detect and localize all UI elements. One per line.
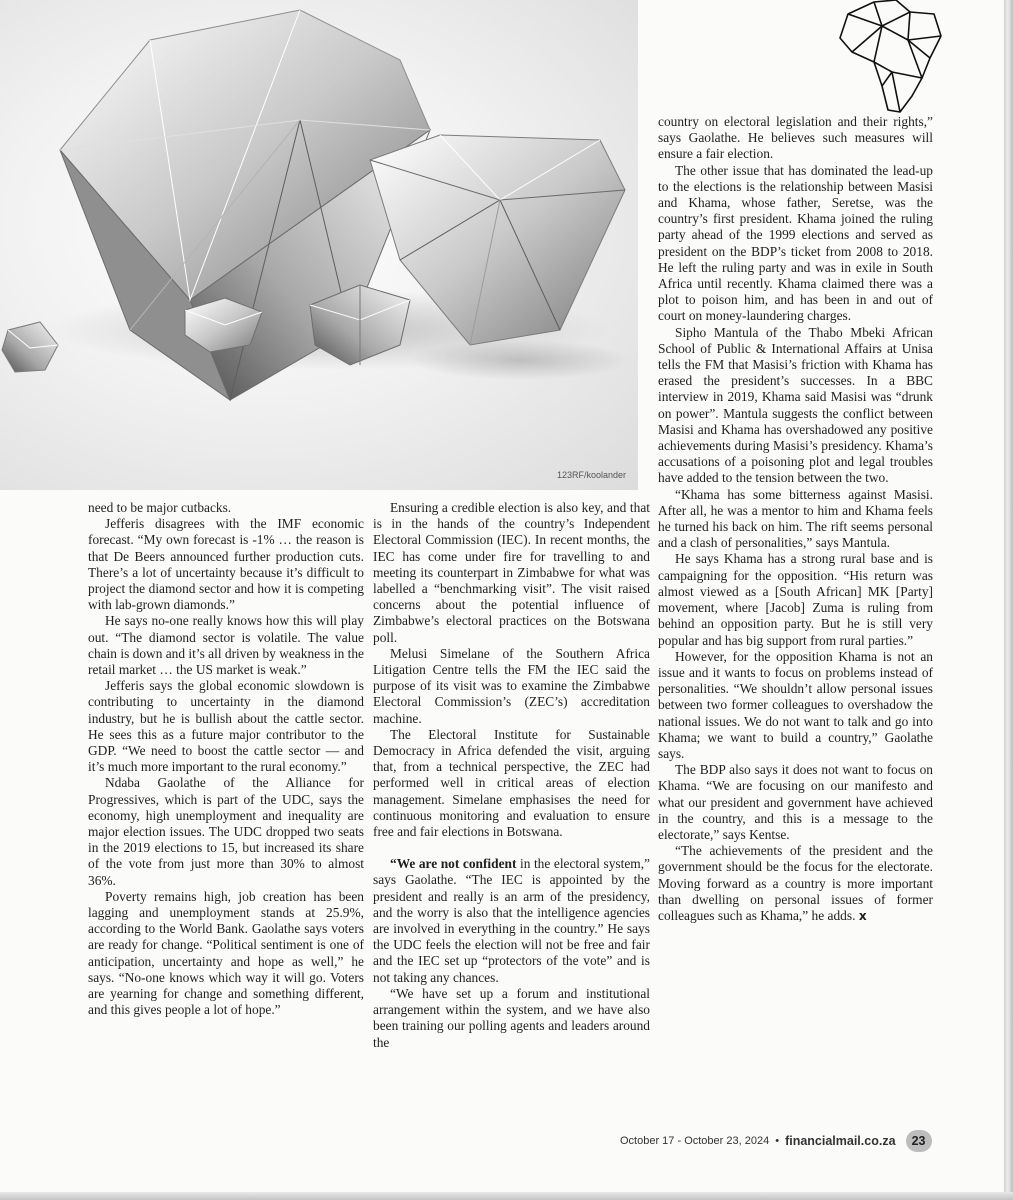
page-number-badge: 23 (906, 1130, 932, 1152)
paragraph: Jefferis says the global economic slowdown is contributing to uncertainty in the diamond industry, but he is bullish about the cattle sector. He sees this as a future major contributor to the GDP. “We need to boost the cattle sector — and it’s much more important to the rural economy.” (88, 678, 364, 775)
page-footer (620, 1130, 932, 1152)
footer-separator: • (775, 1135, 780, 1147)
article-column-1 (88, 500, 364, 1019)
article-column-2 (373, 500, 650, 1051)
paragraph (658, 843, 933, 924)
paragraph: The Electoral Institute for Sustainable Democracy in Africa defended the visit, arguing that, from a technical perspective, the ZEC had performed well in critical areas of election management. Simelane emphasises the need for continuous monitoring and evaluation to ensure free and fair elections in Botswana. (373, 726, 650, 840)
paragraph: However, for the opposition Khama is not an issue and it wants to focus on problems instead of personalities. “We shouldn’t allow personal issues between two former colleagues to overshadow the national issues. We do not want to talk and go into Khama; we want to build a country,” Gaolathe says. (658, 648, 933, 761)
paragraph: Poverty remains high, job creation has been lagging and unemployment stands at 25.9%, according to the World Bank. Gaolathe says voters are ready for change. “Political sentiment is one of anticipation, uncertainty and hope as well,” he says. “No-one knows which way it will go. Voters are yearning for change and something different, and this gives people a lot of hope.” (88, 888, 364, 1018)
paragraph: Ndaba Gaolathe of the Alliance for Progressives, which is part of the UDC, says the economy, high unemployment and inequality are major election issues. The UDC dropped two seats in the 2019 elections to 15, but increased its share of the vote from just more than 30% to almost 36%. (88, 775, 364, 888)
small-diamond-3 (2, 322, 58, 372)
paragraph: country on electoral legislation and their rights,” says Gaolathe. He believes such measures will ensure a fair election. (658, 114, 933, 162)
paragraph-with-lead-in (373, 856, 650, 986)
paragraph: He says Khama has a strong rural base and is campaigning for the opposition. “His return was almost viewed as a [South African] MK [Party] movement, where [Jacob] Zuma is ruling from behind an opposition party. But he is still very popular and has big support from rural parties.” (658, 551, 933, 648)
paragraph: “We have set up a forum and institutional arrangement within the system, and we have also been training our polling agents and leaders around the (373, 985, 650, 1050)
africa-map-icon (838, 0, 943, 118)
paragraph: need to be major cutbacks. (88, 500, 232, 515)
photo-credit: 123RF/koolander (556, 470, 626, 480)
article-column-3 (658, 114, 933, 924)
diamond-photo (0, 0, 638, 490)
paragraph-text: in the electoral system,” says Gaolathe. “The IEC is appointed by the president and really is an arm of the presidency, and the worry is also that the intelligence agencies are involved in everything in the country.” He says the UDC feels the election will not be free and fair and the IEC set up “protectors of the vote” and is not taking any chances. (373, 856, 650, 985)
paragraph: “Khama has some bitterness against Masisi. After all, he was a mentor to him and Khama feels he turned his back on him. The rift seems personal and a clash of personalities,” says Mantula. (658, 486, 933, 551)
paragraph: The BDP also says it does not want to focus on Khama. “We are focusing on our manifesto and what our president and government have achieved in the country, and this is a message to the electorate,” says Kentse. (658, 762, 933, 842)
paragraph: The other issue that has dominated the lead-up to the elections is the relationship between Masisi and Khama, whose father, Seretse, was the country’s first president. Khama joined the ruling party ahead of the 1999 elections and served as president on the BDP’s ticket from 2008 to 2018. He left the ruling party and was in exile in South Africa until recently. Khama claimed there was a plot to poison him, and has been in and out of court on money-laundering charges. (658, 162, 933, 324)
paragraph: Jefferis disagrees with the IMF economic forecast. “My own forecast is -1% … the reason is that De Beers announced further production cuts. There’s a lot of uncertainty because it’s difficult to project the diamond sector and how it is competing with lab-grown diamonds.” (88, 516, 364, 613)
issue-date: October 17 - October 23, 2024 (620, 1135, 770, 1147)
bold-lead-in: “We are not confident (390, 856, 517, 872)
paragraph: He says no-one really knows how this will play out. “The diamond sector is volatile. The value chain is down and it’s all driven by weakness in the retail market … the US market is weak.” (88, 613, 364, 678)
page-bottom-edge (0, 1192, 1013, 1200)
paragraph: Melusi Simelane of the Southern Africa Litigation Centre tells the FM the IEC said the purpose of its visit was to examine the Zimbabwe Electoral Commission’s (ZEC’s) accreditation machine. (373, 645, 650, 726)
website-link[interactable]: financialmail.co.za (785, 1134, 896, 1148)
paragraph-text: “The achievements of the president and the government should be the focus for the electorate. Moving forward as a country is more important than dwelling on personal issues of former colleagues such as Khama,” he adds. (658, 843, 933, 923)
page-edge (1004, 0, 1013, 1200)
paragraph: Ensuring a credible election is also key, and that is in the hands of the country’s Independent Electoral Commission (IEC). In recent months, the IEC has come under fire for travelling to and meeting its counterpart in Zimbabwe for what was labelled a “benchmarking visit”. The visit raised concerns about the potential influence of Zimbabwe’s electoral practices on the Botswana poll. (373, 500, 650, 645)
end-mark-icon: x (858, 908, 867, 923)
diamonds-illustration (0, 0, 638, 490)
paragraph: Sipho Mantula of the Thabo Mbeki African School of Public & International Affairs at Unisa tells the FM that Masisi’s friction with Khama has erased the president’s successes. In a BBC interview in 2019, Khama said Masisi was “drunk on power”. Mantula suggests the conflict between Masisi and Khama has overshadowed any positive achievements during Masisi’s presidency. Khama’s accusations of a poisoning plot and legal troubles have added to the tension between the two. (658, 324, 933, 486)
